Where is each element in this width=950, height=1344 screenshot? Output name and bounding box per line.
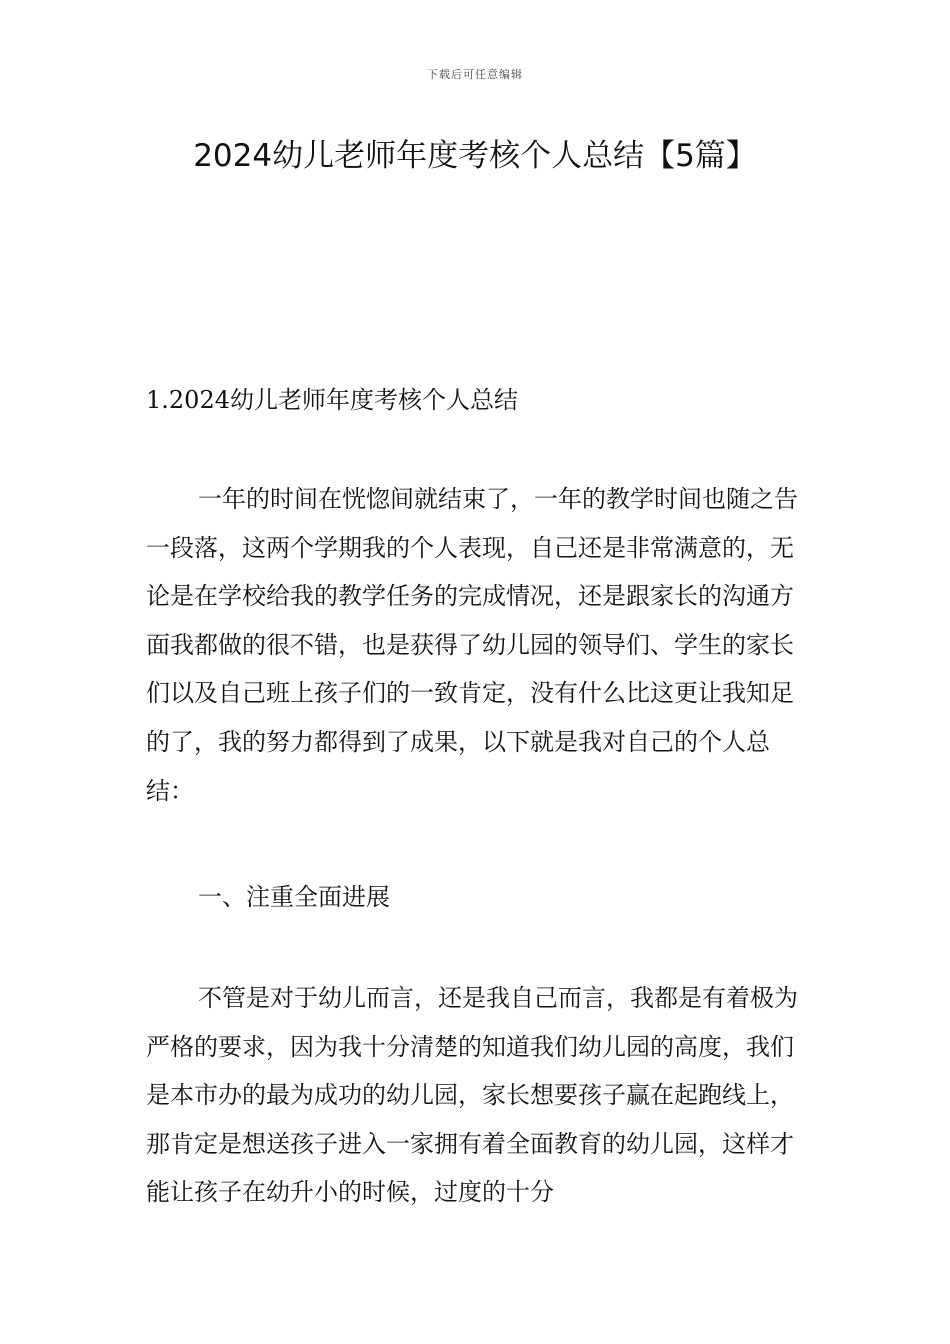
- document-title: 2024幼儿老师年度考核个人总结【5篇】: [193, 138, 757, 174]
- section-heading: 1.2024幼儿老师年度考核个人总结: [146, 386, 518, 414]
- subheading-1: 一、注重全面进展: [198, 883, 390, 911]
- header-note: 下载后可任意编辑: [427, 68, 523, 81]
- paragraph-1: 一年的时间在恍惚间就结束了，一年的教学时间也随之告一段落，这两个学期我的个人表现，自己还是非常满意的，无论是在学校给我的教学任务的完成情况，还是跟家长的沟通方面我都做的很不错，也是获得了幼儿园的领导们、学生的家长们以及自己班上孩子们的一致肯定，没有什么比这更让我知足的了，我的努力都得到了成果，以下就是我对自己的个人总结：: [146, 485, 798, 805]
- paragraph-2: 不管是对于幼儿而言，还是我自己而言，我都是有着极为严格的要求，因为我十分清楚的知道我们幼儿园的高度，我们是本市办的最为成功的幼儿园，家长想要孩子赢在起跑线上，那肯定是想送孩子进入一家拥有着全面教育的幼儿园，这样才能让孩子在幼升小的时候，过度的十分: [146, 984, 798, 1207]
